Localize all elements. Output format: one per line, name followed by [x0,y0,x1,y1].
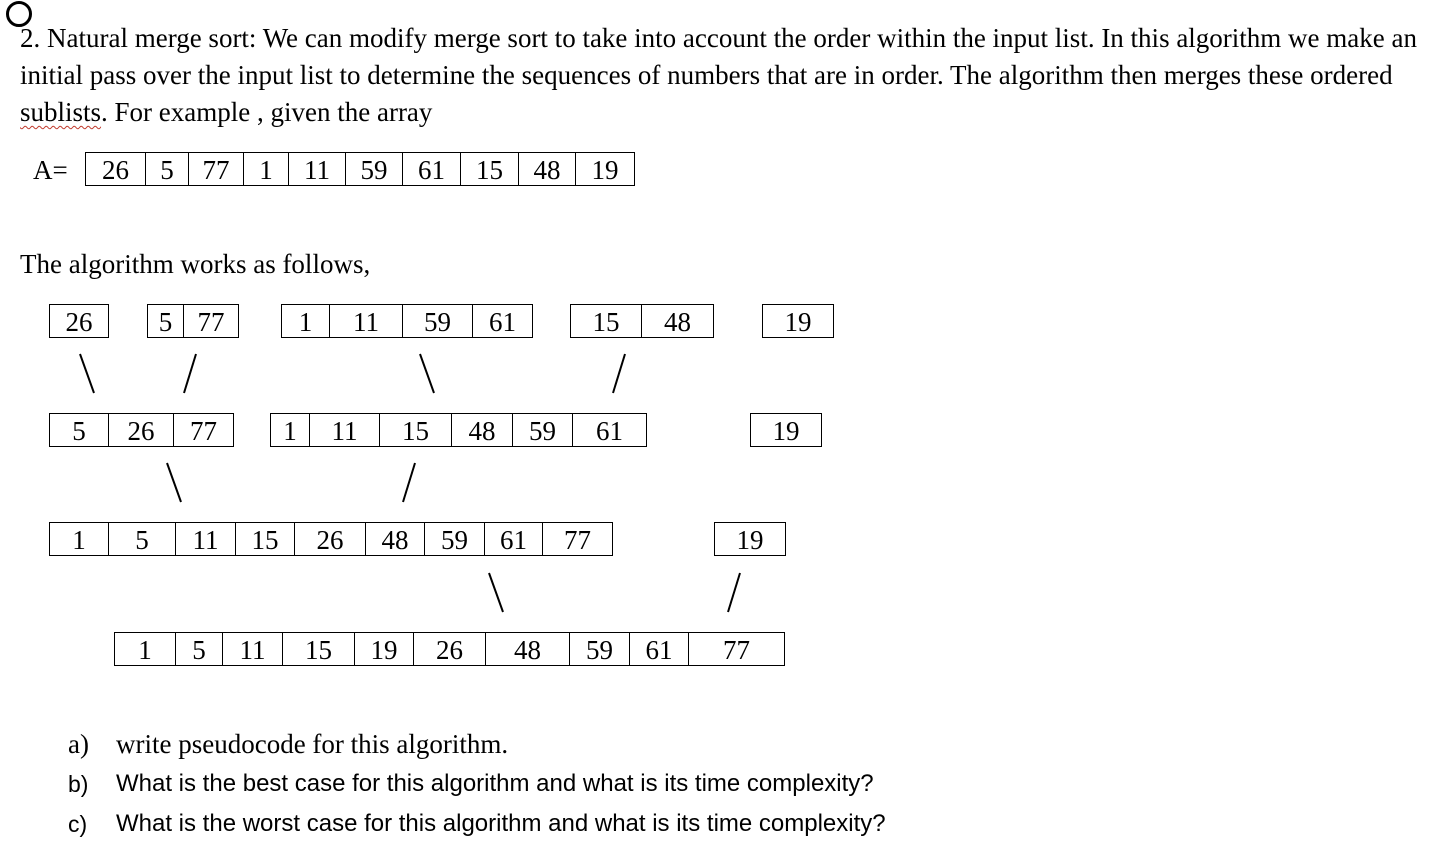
merge-cell: 61 [484,522,543,556]
question-letter: c) [68,811,88,837]
array-cell: 5 [145,152,189,186]
merge-connector-fwd [184,354,196,393]
merge-cell: 1 [270,413,310,447]
array-cell: 59 [345,152,403,186]
array-cell: 1 [243,152,289,186]
merge-connector-fwd [728,573,740,612]
merge-connector-back [489,573,503,612]
sorted-cell: 59 [569,632,630,666]
merge-connector-back [80,354,94,393]
array-cell: 19 [575,152,635,186]
works-caption: The algorithm works as follows, [20,249,371,279]
run-cell: 77 [183,304,239,338]
merge-cell: 15 [379,413,452,447]
merge-cell: 5 [108,522,176,556]
run-cell: 1 [281,304,330,338]
merge-cell: 59 [424,522,485,556]
merge-cell: 19 [750,413,822,447]
merge-cell: 11 [309,413,380,447]
sorted-cell: 15 [282,632,355,666]
array-cell: 61 [402,152,461,186]
array-cell: 77 [188,152,244,186]
merge-connector-back [167,463,181,502]
question-letter: a) [68,729,89,759]
run-cell: 26 [49,304,109,338]
sorted-cell: 61 [629,632,689,666]
array-cell: 15 [460,152,519,186]
sorted-cell: 77 [688,632,785,666]
sorted-cell: 26 [413,632,486,666]
merge-cell: 26 [108,413,174,447]
sorted-cell: 1 [114,632,176,666]
array-cell: 48 [518,152,576,186]
merge-cell: 11 [175,522,236,556]
run-cell: 5 [147,304,184,338]
merge-connector-fwd [613,354,625,393]
array-cell: 11 [288,152,346,186]
merge-connector-back [420,354,434,393]
problem-text-2: . For example , given the array [101,97,433,127]
merge-cell: 77 [542,522,613,556]
sorted-cell: 11 [222,632,283,666]
merge-cell: 61 [572,413,647,447]
run-cell: 61 [472,304,533,338]
problem-text-1: 2. Natural merge sort: We can modify merge sort to take into account the order within the input list. In this algorithm we make an initial pass over the input list to determine the sequences of numbers that are in order. The algorithm then merges these ordered [20,23,1417,90]
merge-cell: 15 [235,522,295,556]
merge-cell: 48 [451,413,513,447]
question-text: What is the best case for this algorithm and what is its time complexity? [116,770,874,797]
merge-cell: 59 [512,413,573,447]
merge-cell: 1 [49,522,109,556]
merge-cell: 48 [365,522,425,556]
run-cell: 19 [762,304,834,338]
sorted-cell: 5 [175,632,223,666]
merge-cell: 5 [49,413,109,447]
question-letter: b) [68,771,89,797]
merge-cell: 26 [294,522,366,556]
spellcheck-flagged-word: sublists [20,97,102,127]
question-text: write pseudocode for this algorithm. [116,729,509,759]
sorted-cell: 48 [485,632,570,666]
merge-cell: 77 [173,413,234,447]
run-cell: 48 [641,304,714,338]
run-cell: 15 [570,304,642,338]
run-cell: 11 [329,304,403,338]
merge-connector-fwd [403,463,415,502]
sorted-cell: 19 [354,632,414,666]
array-cell: 26 [85,152,146,186]
question-text: What is the worst case for this algorithm and what is its time complexity? [116,810,886,837]
merge-cell: 19 [714,522,786,556]
array-label: A= [33,155,68,185]
run-cell: 59 [402,304,473,338]
